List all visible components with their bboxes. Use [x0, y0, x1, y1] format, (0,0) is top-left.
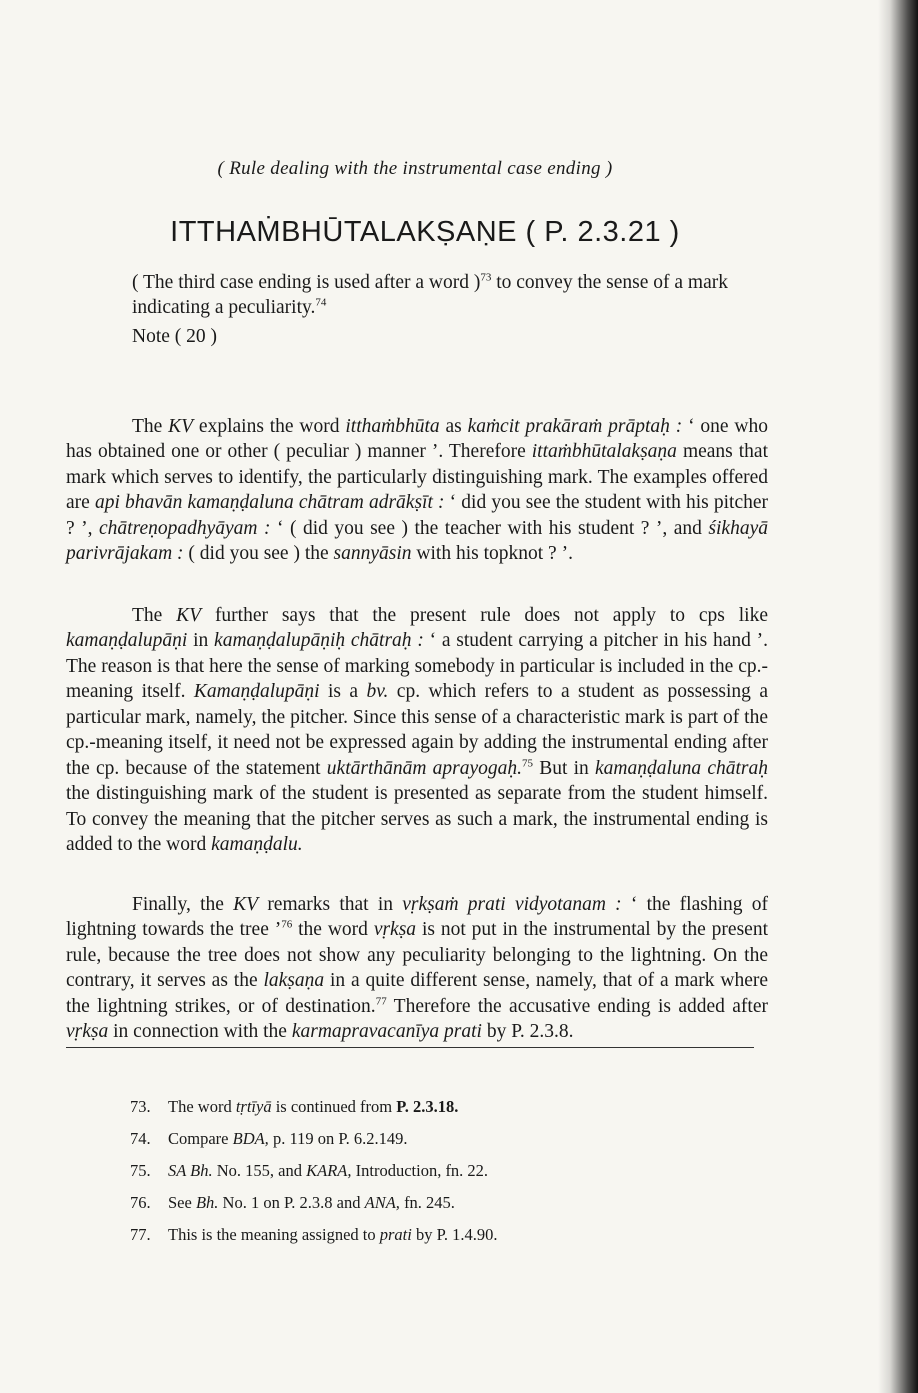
italic-term: KV [233, 893, 259, 915]
text-run: by P. 1.4.90. [411, 1225, 498, 1244]
italic-term: KV [176, 604, 202, 626]
italic-term: chātreṇopadhyāyam : [99, 517, 271, 539]
footnote-ref-76: 76 [281, 918, 293, 931]
italic-term: tṛtīyā [235, 1097, 272, 1116]
italic-term: SA Bh. [168, 1161, 213, 1180]
text-run: No. 1 on P. 2.3.8 and [218, 1193, 365, 1212]
text-run: by P. 2.3.8. [481, 1021, 574, 1042]
text-run: further says that the present rule does not apply to cps like [201, 604, 768, 626]
rule-text-part: ( The third case ending is used after a word ) [132, 272, 481, 293]
footnote-75 [130, 1155, 750, 1187]
italic-term: itthaṁbhūta [345, 415, 440, 437]
text-run: in [187, 630, 215, 651]
text-run: as [439, 415, 468, 437]
footnote-ref-75: 75 [522, 757, 534, 769]
footnote-76 [130, 1187, 750, 1219]
text-run: Therefore the accusative ending is added after [386, 995, 768, 1017]
footnote-list [130, 1091, 750, 1251]
italic-term: KARA, [306, 1161, 352, 1180]
footnote-number: 77. [130, 1225, 151, 1244]
italic-term: bv. [366, 681, 389, 702]
italic-term: prati [379, 1225, 412, 1244]
text-run: is continued from [271, 1097, 397, 1116]
text-run: The [132, 415, 169, 437]
footnote-number: 76. [130, 1193, 151, 1212]
footnote-77 [130, 1219, 750, 1251]
footnote-divider [66, 1047, 754, 1048]
footnote-73 [130, 1091, 750, 1123]
text-run: is not put in the instrumental by the present rule, because the tree does not show any peculiarity belonging to the lightning. On the contrary, it serves as the [66, 919, 768, 991]
footnote-74 [130, 1123, 750, 1155]
text-run: means that mark which serves to identify, the particularly distinguishing mark. The examples offered are [66, 441, 768, 513]
footnote-number: 74. [130, 1129, 151, 1148]
footnote-ref-73: 73 [480, 271, 492, 284]
italic-term: uktārthānām aprayogaḥ. [326, 757, 523, 779]
text-run: But in [533, 757, 595, 779]
italic-term: śikhayā parivrājakam : [66, 517, 768, 564]
footnote-ref-77: 77 [375, 995, 387, 1007]
text-run: The word [168, 1097, 236, 1116]
text-run: with his topknot ? ’. [411, 543, 573, 564]
italic-term: kamaṇḍalupāṇi [66, 630, 188, 651]
text-run: Introduction, fn. 22. [351, 1161, 489, 1180]
italic-term: BDA, [232, 1129, 269, 1148]
text-run: ‘ one who has obtained one or other ( peculiar ) manner ’. Therefore [66, 415, 768, 462]
text-run: ‘ a student carrying a pitcher in his hand ’. The reason is that here the sense of marking somebody in particular is included in the cp.-meaning itself. [66, 630, 768, 702]
text-run: This is the meaning assigned to [168, 1225, 380, 1244]
text-run: p. 119 on P. 6.2.149. [268, 1129, 408, 1148]
paragraph-2 [66, 603, 768, 858]
italic-term: lakṣaṇa [263, 970, 325, 991]
text-run: ( did you see ) the [183, 543, 334, 564]
italic-term: KV [168, 415, 194, 437]
rule-subtitle: ( Rule dealing with the instrumental case ending ) [217, 158, 613, 179]
italic-term: vṛkṣa [66, 1021, 109, 1042]
italic-term: karmapravacanīya prati [291, 1021, 482, 1042]
text-run: No. 155, and [212, 1161, 307, 1180]
italic-term: kamaṇḍalu. [211, 834, 303, 855]
italic-term: vṛkṣa [373, 919, 417, 940]
text-run: is a [319, 681, 367, 702]
rule-statement [132, 270, 732, 320]
text-run: Finally, the [132, 893, 234, 915]
footnote-number: 73. [130, 1097, 151, 1116]
text-run: fn. 245. [399, 1193, 455, 1212]
italic-term: api bhavān kamaṇḍaluna chātram adrākṣīt : [94, 492, 445, 513]
text-run: Compare [168, 1129, 233, 1148]
italic-term: Kamaṇḍalupāṇi [193, 681, 320, 702]
footnote-ref-74: 74 [315, 296, 327, 309]
footnote-number: 75. [130, 1161, 151, 1180]
text-run: cp. which refers to a student as possessing a particular mark, namely, the pitcher. Since this sense of a characteristic mark is part of the cp.-meaning itself, it need not be expressed again by adding the instrumental ending after the cp. because of the statement [66, 681, 768, 779]
text-run: in connection with the [108, 1021, 292, 1042]
rule-text-part: to convey the sense of a mark indicating a peculiarity. [132, 272, 728, 318]
italic-term: ANA, [364, 1193, 400, 1212]
text-run: ‘ ( did you see ) the teacher with his student ? ’, and [270, 517, 709, 539]
paragraph-1 [66, 414, 768, 567]
bold-reference: P. 2.3.18. [396, 1097, 459, 1116]
italic-term: vṛkṣaṁ prati vidyotanam : [402, 893, 622, 915]
italic-term: Bh. [195, 1193, 219, 1212]
paragraph-3 [66, 892, 768, 1045]
text-run: remarks that in [258, 893, 403, 915]
page-title: ITTHAṀBHŪTALAKṢAṆE ( P. 2.3.21 ) [170, 216, 680, 248]
italic-term: ittaṁbhūtalakṣaṇa [531, 441, 677, 462]
note-label: Note ( 20 ) [132, 326, 218, 347]
text-run: the word [292, 919, 374, 940]
text-run: ‘ the flashing of lightning towards the tree ’ [66, 893, 768, 940]
italic-term: kamaṇḍalupāṇiḥ chātraḥ : [214, 630, 424, 651]
text-run: ‘ did you see the student with his pitcher ? ’, [66, 492, 769, 539]
text-run: in a quite different sense, namely, that of a mark where the lightning strikes, or of destination. [66, 970, 768, 1017]
italic-term: kaṁcit prakāraṁ prāptaḥ : [467, 415, 683, 437]
italic-term: kamaṇḍaluna chātraḥ [594, 757, 768, 779]
text-run: the distinguishing mark of the student is presented as separate from the student himself. To convey the meaning that the pitcher serves as such a mark, the instrumental ending is added to the word [66, 783, 768, 855]
italic-term: sannyāsin [333, 543, 412, 564]
text-run: explains the word [193, 415, 346, 437]
page-binding-edge [878, 0, 918, 1393]
text-run: The [132, 604, 177, 626]
text-run: See [168, 1193, 196, 1212]
